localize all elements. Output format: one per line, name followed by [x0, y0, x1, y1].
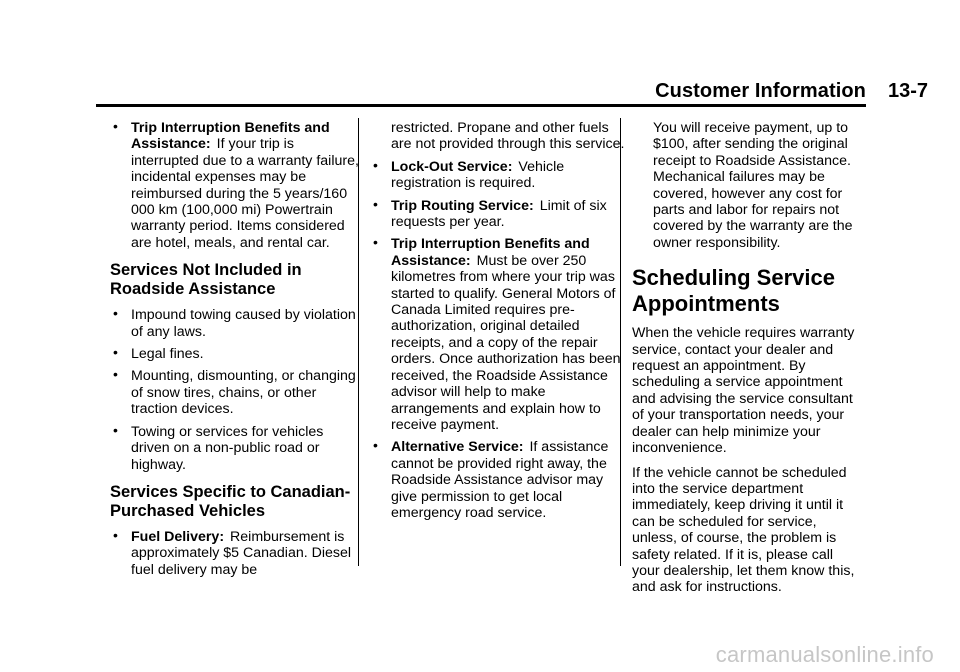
bullet-icon: •	[113, 366, 118, 383]
bullet-icon: •	[373, 156, 378, 173]
section-heading: Scheduling Service Appointments	[632, 265, 835, 317]
bullet-icon: •	[373, 195, 378, 212]
list-item	[370, 236, 625, 433]
item-body: Legal fines.	[131, 346, 204, 363]
item-body: Must be over 250 kilometres from where your trip was started to qualify. General Motors of Canada Limited requires pre-authorization, original detailed receipts, and a copy of the repair orders. Once authorization has been received, the Roadside Assistance advisor will help to make arrangements and explain how to receive payment.	[391, 252, 621, 433]
item-continuation: You will receive payment, up to $100, after sending the original receipt to Roadside Assistance. Mechanical failures may be covered, however any cost for parts and labor for repairs not covered by the warranty are the owner responsibility.	[653, 120, 853, 251]
section-heading: Services Not Included in Roadside Assistance	[110, 261, 302, 299]
item-body: Mounting, dismounting, or changing of snow tires, chains, or other traction devices.	[131, 368, 356, 418]
list-item	[370, 439, 625, 521]
bullet-icon: •	[113, 421, 118, 438]
bullet-icon: •	[113, 344, 118, 361]
item-lead: Trip Interruption Benefits and Assistance:	[131, 120, 330, 153]
item-body: Limit of six requests per year.	[391, 197, 607, 231]
list-item	[110, 307, 360, 340]
item-lead: Trip Routing Service:	[391, 197, 534, 214]
item-body: Reimbursement is approximately $5 Canadian. Diesel fuel delivery may be	[131, 528, 352, 578]
paragraph: When the vehicle requires warranty service, contact your dealer and request an appointment. By scheduling a service appointment and advising the service consultant of your transportation needs, your dealer can help minimize your inconvenience.	[632, 325, 855, 457]
column-3	[632, 120, 862, 604]
page-number: 13-7	[887, 80, 928, 102]
item-lead: Trip Interruption Benefits and Assistance:	[391, 236, 590, 269]
watermark: carmanualsonline.info	[715, 642, 934, 667]
item-body: If your trip is interrupted due to a warranty failure, incidental expenses may be reimbursed during the 5 years/160 000 km (100,000 mi) Powertrain warranty period. Items considered are hotel, meals, and rental car.	[131, 136, 359, 251]
list-item	[110, 526, 360, 578]
header-rule	[96, 104, 866, 107]
list-item	[110, 421, 360, 473]
item-body: Vehicle registration is required.	[391, 158, 565, 192]
paragraph: If the vehicle cannot be scheduled into the service department immediately, keep driving it until it can be scheduled for service, unless, of course, the problem is safety related. If it is, please call your dealership, let them know this, and ask for instructions.	[632, 464, 855, 596]
bullet-icon: •	[113, 526, 118, 543]
item-lead: Lock-Out Service:	[391, 158, 513, 175]
item-body: Impound towing caused by violation of any laws.	[131, 307, 356, 340]
column-2	[370, 120, 625, 527]
item-body: Towing or services for vehicles driven on a non-public road or highway.	[131, 423, 324, 473]
bullet-icon: •	[373, 234, 378, 251]
list-item	[110, 120, 360, 251]
section-heading: Services Specific to Canadian-Purchased Vehicles	[110, 482, 351, 520]
bullet-icon: •	[113, 305, 118, 322]
list-item	[370, 156, 625, 192]
list-item	[370, 195, 625, 231]
bullet-icon: •	[113, 118, 118, 134]
item-continuation: restricted. Propane and other fuels are not provided through this service.	[391, 120, 625, 153]
list-item	[110, 346, 360, 362]
bullet-icon: •	[373, 437, 378, 454]
section-title: Customer Information	[655, 80, 866, 102]
item-lead: Fuel Delivery:	[131, 528, 225, 545]
item-lead: Alternative Service:	[391, 439, 524, 456]
item-body: If assistance cannot be provided right away, the Roadside Assistance advisor may give permission to get local emergency road service.	[391, 439, 609, 521]
column-1	[110, 120, 360, 584]
list-item	[110, 368, 360, 417]
